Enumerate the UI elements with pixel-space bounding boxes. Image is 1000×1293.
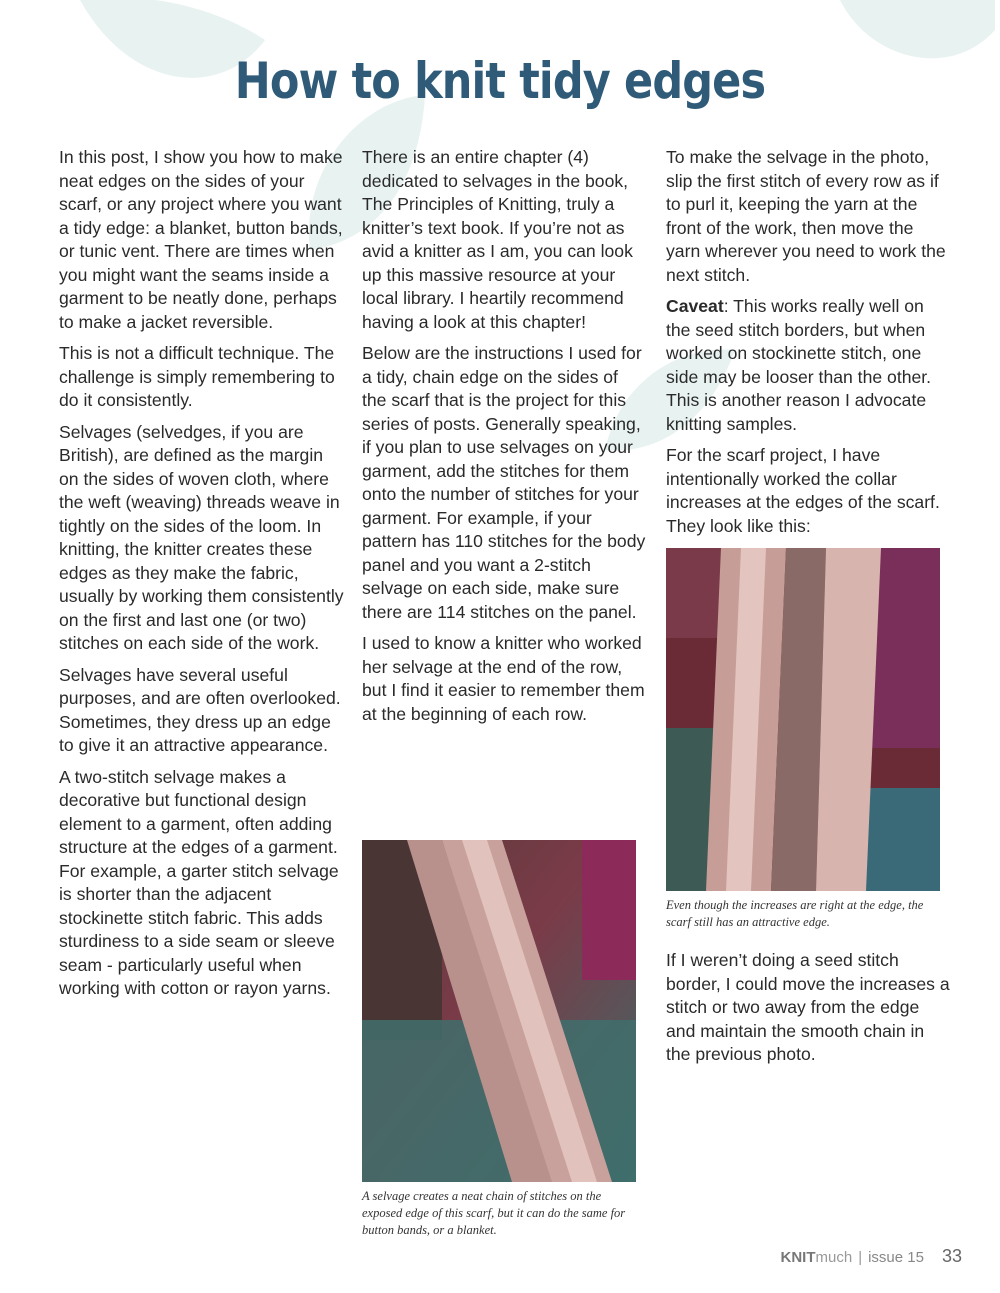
- photo-caption: Even though the increases are right at the edge, the scarf still has an attractive edge.: [666, 898, 924, 929]
- paragraph: I used to know a knitter who worked her selvage at the end of the row, but I find it easier to remember them at the beginning of each row.: [362, 633, 645, 724]
- column-middle: [362, 146, 647, 734]
- selvage-photo-figure: [362, 840, 636, 1239]
- increase-edge-photo: [666, 548, 940, 891]
- column-right: [666, 146, 951, 1075]
- paragraph: To make the selvage in the photo, slip the first stitch of every row as if to purl it, keeping the yarn at the front of the work, then move the yarn wherever you need to work the next stitch.: [666, 147, 946, 285]
- increase-edge-photo-figure: [666, 548, 940, 931]
- paragraph: This is not a difficult technique. The challenge is simply remembering to do it consistently.: [59, 343, 335, 410]
- paragraph: If I weren’t doing a seed stitch border, I could move the increases a stitch or two away from the edge and maintain the smooth chain in the previous photo.: [666, 950, 950, 1064]
- paragraph: Below are the instructions I used for a tidy, chain edge on the sides of the scarf that is the project for this series of posts. Generally speaking, if you plan to use selvages on your garment, add the stitches for them onto the number of stitches for your garment. For example, if your pattern has 110 stitches for the body panel and you want a 2-stitch selvage on each side, make sure there are 114 stitches on the panel.: [362, 343, 646, 622]
- paragraph: There is an entire chapter (4) dedicated to selvages in the book, The Principles of Knitting, truly a knitter’s text book. If you’re not as avid a knitter as I am, you can look up this massive resource at your local library. I heartily recommend having a look at this chapter!: [362, 147, 633, 332]
- page-number: 33: [941, 1246, 962, 1266]
- paragraph: For the scarf project, I have intentionally worked the collar increases at the edges of the scarf. They look like this:: [666, 445, 940, 536]
- issue-label: issue 15: [868, 1249, 924, 1266]
- knitted-edge-image: [362, 840, 636, 1182]
- page-title: How to knit tidy edges: [234, 52, 766, 110]
- footer-separator: |: [858, 1249, 863, 1266]
- page-footer: [781, 1246, 963, 1267]
- photo-caption: A selvage creates a neat chain of stitches on the exposed edge of this scarf, but it can do the same for button bands, or a blanket.: [362, 1189, 626, 1237]
- paragraph: Selvages (selvedges, if you are British), are defined as the margin on the sides of woven cloth, where the weft (weaving) threads weave in tightly on the sides of the loom. In knitting, the knitter creates these edges as they make the fabric, usually by working them consistently on the first and last one (or two) stitches on each side of the work.: [59, 421, 344, 653]
- selvage-chain-photo: [362, 840, 636, 1182]
- caveat-text: : This works really well on the seed stitch borders, but when worked on stockinette stitch, one side may be looser than the other. This is another reason I advocate knitting samples.: [666, 296, 932, 434]
- knitted-increase-image: [666, 548, 940, 891]
- magazine-brand-bold: KNIT: [780, 1249, 816, 1266]
- paragraph: Selvages have several useful purposes, and are often overlooked. Sometimes, they dress up an edge to give it an attractive appearance.: [59, 664, 341, 755]
- paragraph: A two-stitch selvage makes a decorative but functional design element to a garment, often adding structure at the edges of a garment. For example, a garter stitch selvage is shorter than the adjacent stockinette stitch fabric. This adds sturdiness to a side seam or sleeve seam - particularly useful when working with cotton or rayon yarns.: [59, 766, 339, 998]
- column-left: [59, 146, 344, 1009]
- caveat-label: Caveat: [666, 296, 724, 316]
- magazine-brand-light: much: [815, 1249, 853, 1266]
- paragraph: In this post, I show you how to make neat edges on the sides of your scarf, or any project where you want a tidy edge: a blanket, button bands, or tunic vent. There are times when you might want the seams inside a garment to be neatly done, perhaps to make a jacket reversible.: [59, 147, 343, 332]
- caveat-paragraph: [666, 295, 951, 436]
